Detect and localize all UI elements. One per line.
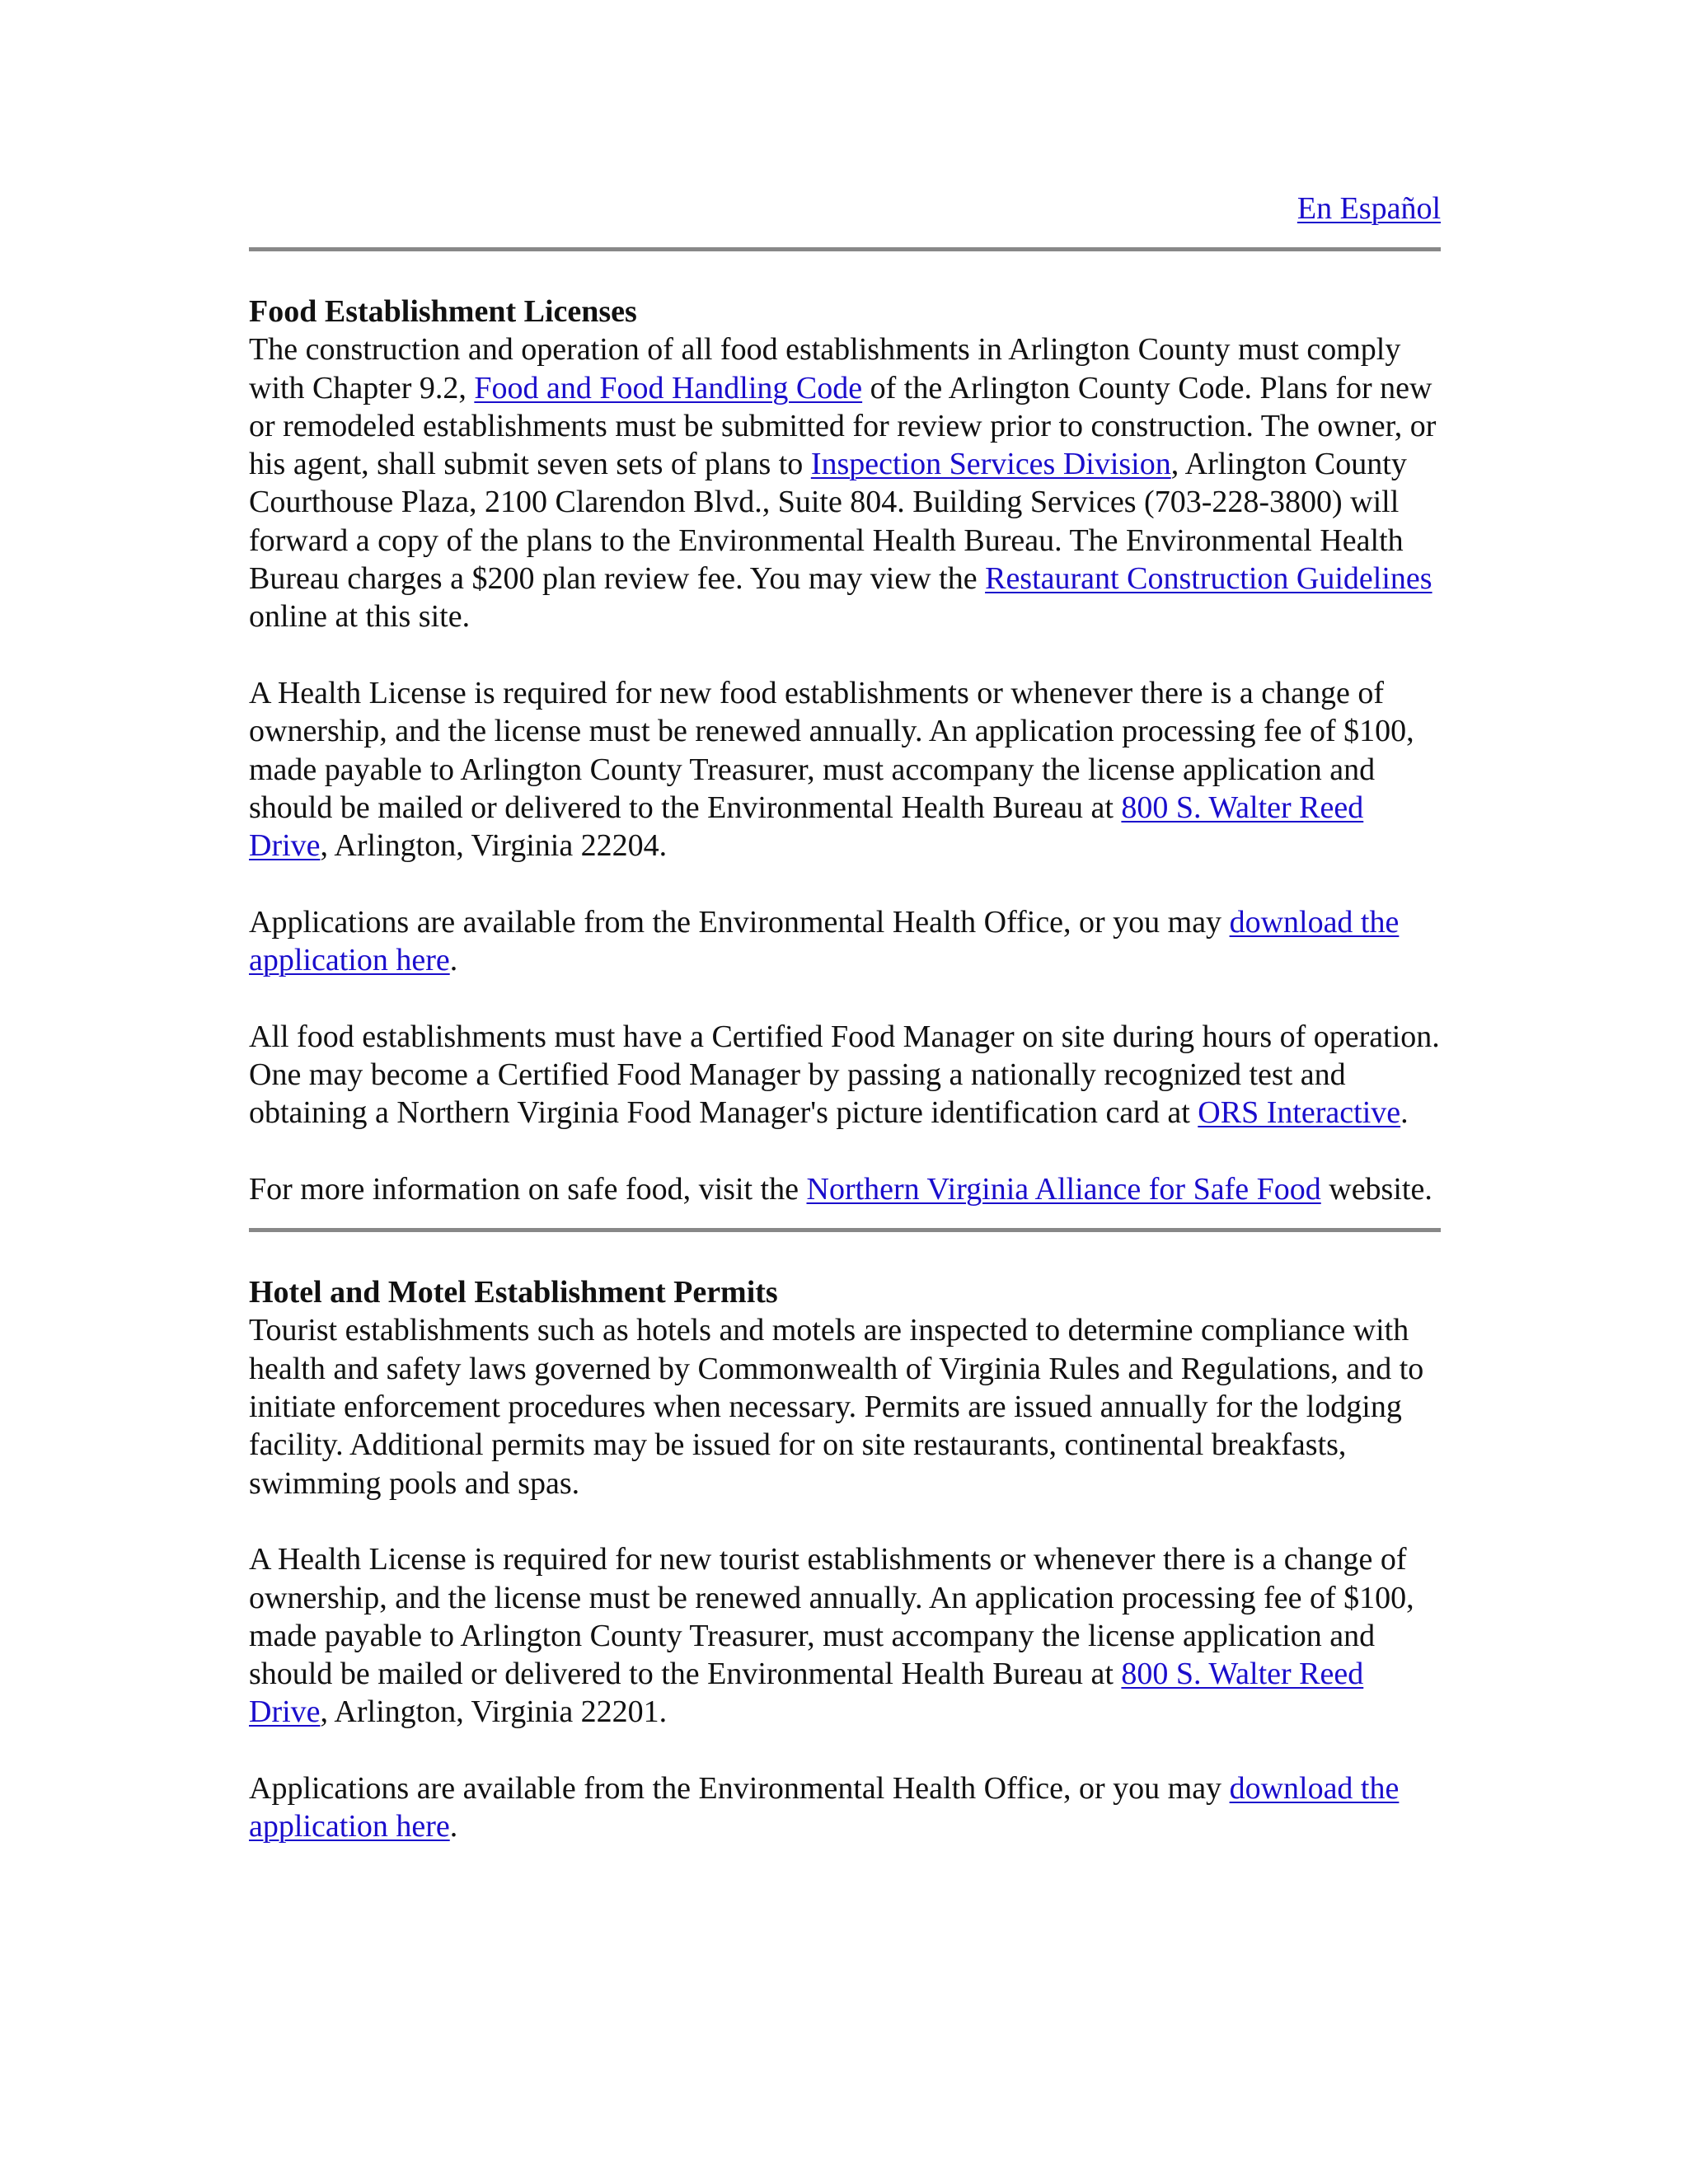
spanish-language-link[interactable]: En Español [1296, 191, 1441, 226]
safe-food-alliance-link[interactable]: Northern Virginia Alliance for Safe Food [806, 1171, 1321, 1207]
food-license-paragraph: A Health License is required for new food establishments or whenever there is a change of ownership, and the license must be renewed annually. An application processing fee of $100, made payable to Arlington County Treasurer, must accompany the license application and should be mailed or delivered to the Environmental Health Bureau at 800 S. Walter Reed Drive, Arlington, Virginia 22204. [249, 675, 1414, 864]
safe-food-paragraph: For more information on safe food, visit the Northern Virginia Alliance for Safe Food website. [249, 1171, 1432, 1207]
page-content [249, 190, 1441, 1846]
section-heading: Food Establishment Licenses [249, 294, 637, 329]
address-link[interactable]: 800 S. Walter Reed Drive [249, 1657, 1364, 1730]
construction-guidelines-link[interactable]: Restaurant Construction Guidelines [985, 561, 1432, 597]
food-manager-paragraph: All food establishments must have a Certified Food Manager on site during hours of operation. One may become a Certified Food Manager by passing a nationally recognized test and obtaining a Northern Virginia Food Manager's picture identification card at ORS Interactive. [249, 1019, 1440, 1131]
download-application-link[interactable]: download the application here [249, 904, 1400, 978]
address-link[interactable]: 800 S. Walter Reed Drive [249, 790, 1364, 864]
section-heading: Hotel and Motel Establishment Permits [249, 1275, 778, 1310]
hotel-applications-paragraph: Applications are available from the Environmental Health Office, or you may download the application here. [249, 1770, 1400, 1844]
language-bar [249, 190, 1441, 247]
hotel-license-paragraph: A Health License is required for new tourist establishments or whenever there is a change of ownership, and the license must be renewed annually. An application processing fee of $100, made payable to Arlington County Treasurer, must accompany the license application and should be mailed or delivered to the Environmental Health Bureau at 800 S. Walter Reed Drive, Arlington, Virginia 22201. [249, 1542, 1414, 1730]
food-handling-code-link[interactable]: Food and Food Handling Code [474, 370, 863, 405]
food-applications-paragraph: Applications are available from the Environmental Health Office, or you may download the application here. [249, 904, 1400, 978]
ors-interactive-link[interactable]: ORS Interactive [1198, 1095, 1401, 1131]
inspection-services-link[interactable]: Inspection Services Division [810, 447, 1171, 482]
hotel-intro-paragraph: Tourist establishments such as hotels and motels are inspected to determine compliance with health and safety laws governed by Commonwealth of Virginia Rules and Regulations, and to initiate enforcement procedures when necessary. Permits are issued annually for the lodging facility. Additional permits may be issued for on site restaurants, continental breakfasts, swimming pools and spas. [249, 1313, 1424, 1501]
download-application-link[interactable]: download the application here [249, 1770, 1400, 1844]
hotel-motel-section [249, 1273, 1441, 1845]
food-intro-paragraph: The construction and operation of all food establishments in Arlington County must comply with Chapter 9.2, Food and Food Handling Code of the Arlington County Code. Plans for new or remodeled establishments must be submitted for review prior to construction. The owner, or his agent, shall submit seven sets of plans to Inspection Services Division, Arlington County Courthouse Plaza, 2100 Clarendon Blvd., Suite 804. Building Services (703-228-3800) will forward a copy of the plans to the Environmental Health Bureau. The Environmental Health Bureau charges a $200 plan review fee. You may view the Restaurant Construction Guidelines online at this site. [249, 332, 1437, 635]
food-establishment-section [249, 293, 1441, 1208]
